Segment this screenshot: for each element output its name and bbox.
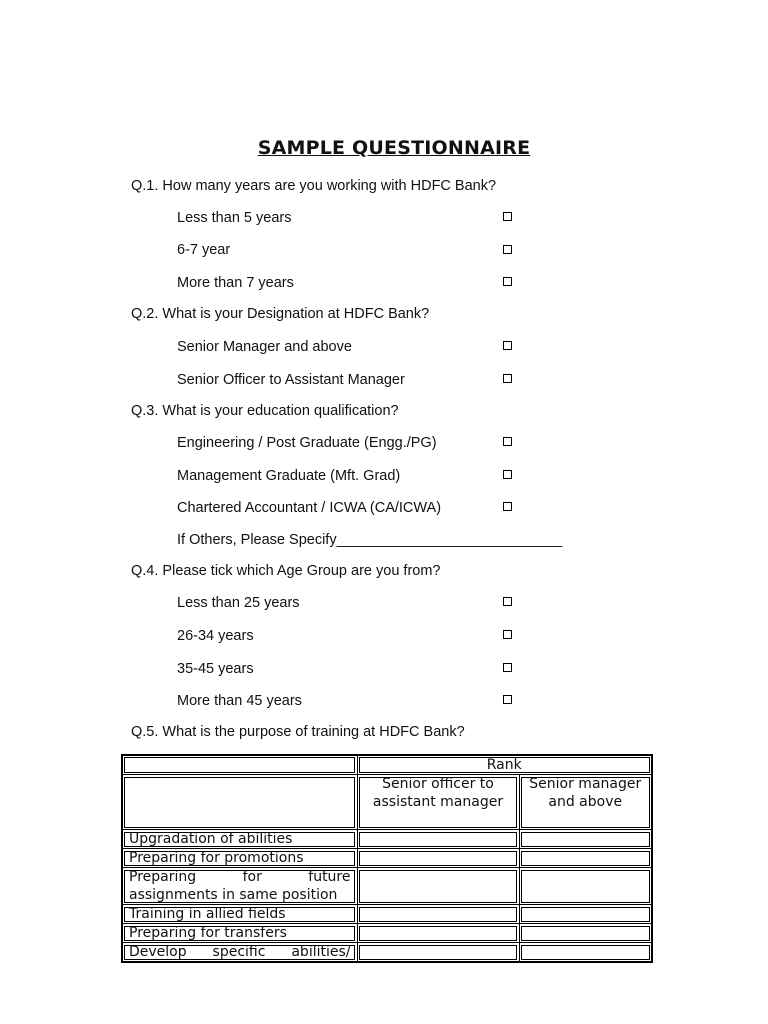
q1-option-3-checkbox[interactable] xyxy=(503,277,512,286)
column-header-senior-officer: Senior officer to assistant manager xyxy=(357,775,519,830)
rank-cell-officer[interactable] xyxy=(357,924,519,943)
rank-cell-officer[interactable] xyxy=(357,868,519,905)
question-2: Q.2. What is your Designation at HDFC Bank? xyxy=(131,306,430,322)
q2-option-2: Senior Officer to Assistant Manager xyxy=(177,372,405,388)
table-row xyxy=(122,868,652,905)
rank-cell-manager[interactable] xyxy=(519,943,652,963)
q4-option-1-checkbox[interactable] xyxy=(503,597,512,606)
q4-option-2-checkbox[interactable] xyxy=(503,630,512,639)
q3-option-3: Chartered Accountant / ICWA (CA/ICWA) xyxy=(177,500,442,516)
q3-option-1-checkbox[interactable] xyxy=(503,437,512,446)
rank-cell-manager[interactable] xyxy=(519,868,652,905)
q3-option-2-checkbox[interactable] xyxy=(503,470,512,479)
rank-cell-officer[interactable] xyxy=(357,943,519,963)
row-label: Preparing for promotions xyxy=(122,849,357,868)
table-subheader-row xyxy=(122,775,652,830)
q4-option-3: 35-45 years xyxy=(177,661,254,677)
rank-cell-manager[interactable] xyxy=(519,830,652,849)
rank-header: Rank xyxy=(357,755,652,775)
question-1: Q.1. How many years are you working with HDFC Bank? xyxy=(131,178,497,194)
q3-option-2: Management Graduate (Mft. Grad) xyxy=(177,468,401,484)
rank-cell-officer[interactable] xyxy=(357,830,519,849)
q2-option-1-checkbox[interactable] xyxy=(503,341,512,350)
q1-option-2-checkbox[interactable] xyxy=(503,245,512,254)
q2-option-2-checkbox[interactable] xyxy=(503,374,512,383)
q3-option-1: Engineering / Post Graduate (Engg./PG) xyxy=(177,435,437,451)
rank-cell-manager[interactable] xyxy=(519,924,652,943)
q1-option-3: More than 7 years xyxy=(177,275,294,291)
table-subheader-empty-cell xyxy=(122,775,357,830)
q4-option-3-checkbox[interactable] xyxy=(503,663,512,672)
table-row xyxy=(122,924,652,943)
table-row xyxy=(122,943,652,963)
q1-option-1-checkbox[interactable] xyxy=(503,212,512,221)
table-row xyxy=(122,905,652,924)
q3-option-3-checkbox[interactable] xyxy=(503,502,512,511)
q4-option-4-checkbox[interactable] xyxy=(503,695,512,704)
row-label: Develop specific abilities/ xyxy=(122,943,357,963)
question-5: Q.5. What is the purpose of training at HDFC Bank? xyxy=(131,724,465,740)
training-purpose-table xyxy=(121,754,653,963)
table-corner-cell xyxy=(122,755,357,775)
q3-others-specify-field[interactable]: If Others, Please Specify____________________________ xyxy=(177,532,563,548)
table-header-row xyxy=(122,755,652,775)
row-label: Preparing for future assignments in same position xyxy=(122,868,357,905)
rank-cell-manager[interactable] xyxy=(519,849,652,868)
table-row xyxy=(122,830,652,849)
row-label: Upgradation of abilities xyxy=(122,830,357,849)
page-title: SAMPLE QUESTIONNAIRE xyxy=(257,137,531,159)
q2-option-1: Senior Manager and above xyxy=(177,339,352,355)
row-label: Training in allied fields xyxy=(122,905,357,924)
q1-option-1: Less than 5 years xyxy=(177,210,292,226)
question-4: Q.4. Please tick which Age Group are you from? xyxy=(131,563,441,579)
rank-cell-manager[interactable] xyxy=(519,905,652,924)
q4-option-4: More than 45 years xyxy=(177,693,302,709)
rank-cell-officer[interactable] xyxy=(357,905,519,924)
table-row xyxy=(122,849,652,868)
column-header-senior-manager: Senior manager and above xyxy=(519,775,652,830)
q4-option-2: 26-34 years xyxy=(177,628,254,644)
question-3: Q.3. What is your education qualification? xyxy=(131,403,399,419)
q1-option-2: 6-7 year xyxy=(177,242,231,258)
row-label: Preparing for transfers xyxy=(122,924,357,943)
q4-option-1: Less than 25 years xyxy=(177,595,300,611)
rank-cell-officer[interactable] xyxy=(357,849,519,868)
